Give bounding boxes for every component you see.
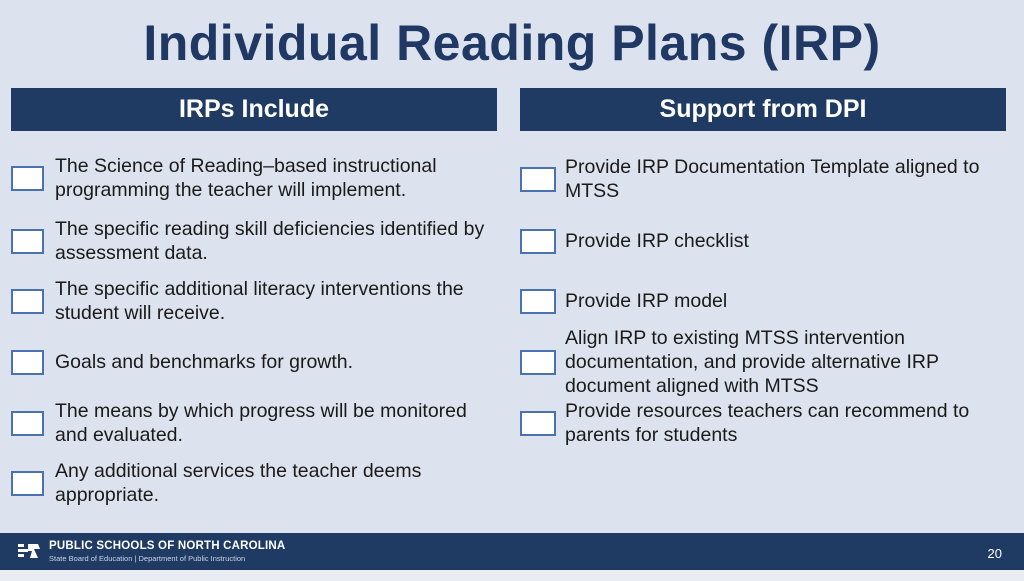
checkbox-icon[interactable] [520, 289, 556, 314]
checkbox-icon[interactable] [11, 166, 44, 191]
left-item-text: Goals and benchmarks for growth. [55, 351, 354, 373]
left-item-text: Any additional services the teacher deems appropriate. [55, 460, 422, 506]
right-item-text: Provide IRP Documentation Template aligned to MTSS [565, 156, 980, 202]
right-item-text: Align IRP to existing MTSS intervention documentation, and provide alternative IRP document aligned with MTSS [565, 327, 939, 397]
checkbox-icon[interactable] [11, 350, 44, 375]
right-item-text: Provide resources teachers can recommend to parents for students [565, 400, 970, 446]
left-list-item [11, 216, 501, 266]
checkbox-icon[interactable] [520, 411, 556, 436]
footer-bar [0, 533, 1024, 570]
checkbox-icon[interactable] [11, 471, 44, 496]
checkbox-icon[interactable] [520, 167, 556, 192]
nc-dpi-logo-icon [16, 541, 42, 561]
checkbox-icon[interactable] [520, 350, 556, 375]
right-item-text: Provide IRP model [565, 290, 728, 312]
checkbox-icon[interactable] [11, 229, 44, 254]
checkbox-icon[interactable] [11, 289, 44, 314]
left-item-text: The specific reading skill deficiencies identified by assessment data. [55, 218, 485, 264]
left-item-text: The means by which progress will be monitored and evaluated. [55, 400, 467, 446]
left-list-item [11, 398, 501, 448]
left-list-item [11, 458, 501, 508]
page-number: 20 [987, 546, 1002, 561]
support-from-dpi-header: Support from DPI [520, 88, 1006, 131]
footer-subtitle: State Board of Education | Department of Public Instruction [49, 554, 246, 563]
left-list-item [11, 348, 501, 376]
left-list-item [11, 276, 501, 326]
right-list-item [520, 326, 1000, 398]
left-item-text: The specific additional literacy interventions the student will receive. [55, 278, 464, 324]
right-list-item [520, 227, 1000, 255]
checkbox-icon[interactable] [520, 229, 556, 254]
right-list-item [520, 154, 1000, 204]
right-list-item [520, 398, 1000, 448]
footer-org-name: PUBLIC SCHOOLS OF NORTH CAROLINA [49, 540, 286, 552]
checkbox-icon[interactable] [11, 411, 44, 436]
right-list-item [520, 287, 1000, 315]
irps-include-header: IRPs Include [11, 88, 497, 131]
left-list-item [11, 144, 501, 212]
slide-title: Individual Reading Plans (IRP) [143, 15, 881, 71]
right-item-text: Provide IRP checklist [565, 230, 749, 252]
bottom-strip [0, 570, 1024, 581]
left-item-text: The Science of Reading–based instructional programming the teacher will implement. [55, 155, 437, 201]
